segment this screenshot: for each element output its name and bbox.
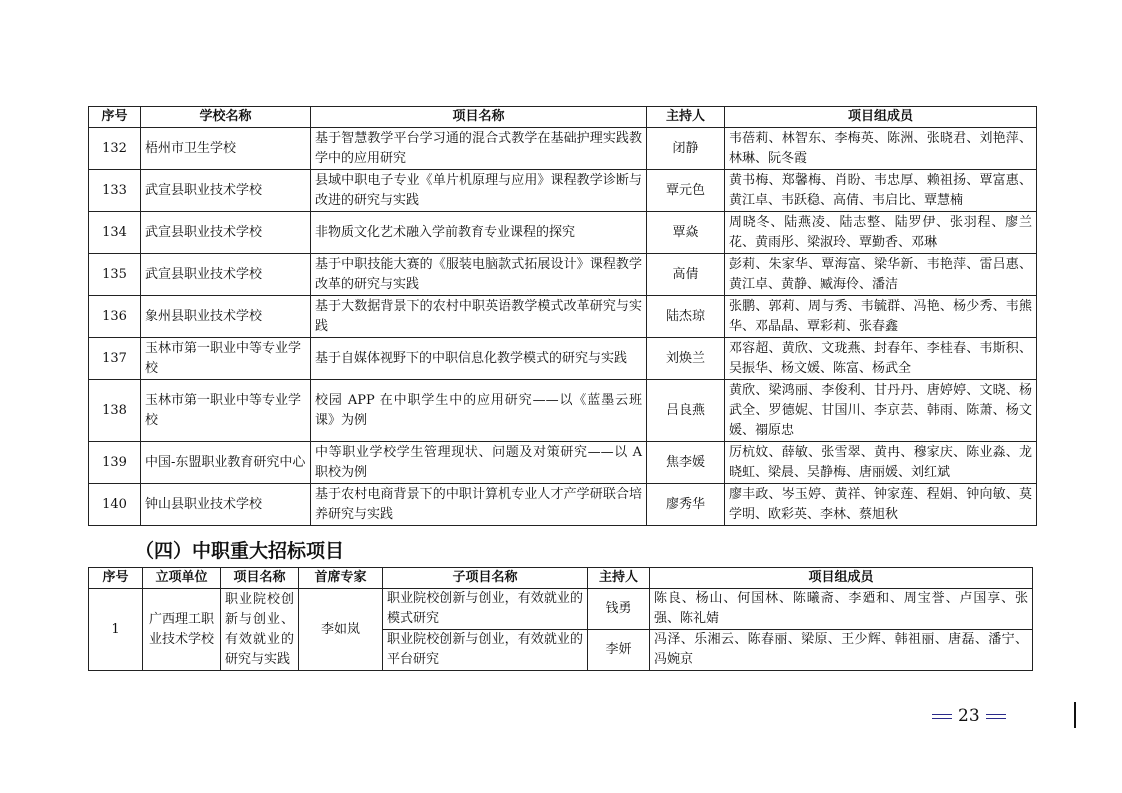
cell-project: 职业院校创新与创业、有效就业的研究与实践 bbox=[221, 589, 299, 671]
table-row bbox=[89, 338, 1037, 380]
table-header-row bbox=[89, 568, 1033, 589]
cell-project: 基于智慧教学平台学习通的混合式教学在基础护理实践教学中的应用研究 bbox=[311, 128, 647, 170]
cell-members: 厉杭妏、薛敏、张雪翠、黄冉、穆家庆、陈业淼、龙晓虹、梁晨、吴静梅、唐丽媛、刘红斌 bbox=[725, 442, 1037, 484]
page-number-text: 23 bbox=[958, 706, 980, 726]
cell-members: 黄书梅、郑馨梅、肖盼、韦忠厚、赖祖扬、覃富惠、黄江卓、韦跃稳、高倩、韦启比、覃慧楠 bbox=[725, 170, 1037, 212]
table-row bbox=[89, 212, 1037, 254]
cell-school: 梧州市卫生学校 bbox=[141, 128, 311, 170]
header-unit: 立项单位 bbox=[143, 568, 221, 589]
cell-host: 李妍 bbox=[588, 630, 650, 671]
header-chief: 首席专家 bbox=[299, 568, 383, 589]
cell-no: 139 bbox=[89, 442, 141, 484]
cell-host: 刘焕兰 bbox=[647, 338, 725, 380]
cell-host: 覃元色 bbox=[647, 170, 725, 212]
cell-project: 基于中职技能大赛的《服装电脑款式拓展设计》课程教学改革的研究与实践 bbox=[311, 254, 647, 296]
cell-subproject: 职业院校创新与创业，有效就业的平台研究 bbox=[383, 630, 588, 671]
cell-project: 基于自媒体视野下的中职信息化教学模式的研究与实践 bbox=[311, 338, 647, 380]
projects-table bbox=[88, 106, 1037, 526]
cell-project: 中等职业学校学生管理现状、问题及对策研究——以 A 职校为例 bbox=[311, 442, 647, 484]
cell-project: 基于大数据背景下的农村中职英语教学模式改革研究与实践 bbox=[311, 296, 647, 338]
cell-project: 校园 APP 在中职学生中的应用研究——以《蓝墨云班课》为例 bbox=[311, 380, 647, 442]
cell-school: 武宣县职业技术学校 bbox=[141, 254, 311, 296]
table-row bbox=[89, 296, 1037, 338]
table-row bbox=[89, 128, 1037, 170]
cell-chief: 李如岚 bbox=[299, 589, 383, 671]
table-row bbox=[89, 484, 1037, 526]
major-bid-table bbox=[88, 567, 1033, 671]
cell-school: 武宣县职业技术学校 bbox=[141, 212, 311, 254]
header-school: 学校名称 bbox=[141, 107, 311, 128]
cell-school: 玉林市第一职业中等专业学校 bbox=[141, 380, 311, 442]
cell-project: 非物质文化艺术融入学前教育专业课程的探究 bbox=[311, 212, 647, 254]
cell-no: 133 bbox=[89, 170, 141, 212]
table-row bbox=[89, 442, 1037, 484]
cell-members: 冯泽、乐湘云、陈春丽、梁原、王少辉、韩祖丽、唐磊、潘宁、冯婉京 bbox=[650, 630, 1033, 671]
cell-host: 廖秀华 bbox=[647, 484, 725, 526]
cell-no: 140 bbox=[89, 484, 141, 526]
cell-members: 彭莉、朱家华、覃海富、梁华新、韦艳萍、雷吕惠、黄江卓、黄静、臧海伶、潘洁 bbox=[725, 254, 1037, 296]
table-header-row bbox=[89, 107, 1037, 128]
cell-members: 廖丰政、岑玉婷、黄祥、钟家莲、程娟、钟向敏、莫学明、欧彩英、李林、蔡旭秋 bbox=[725, 484, 1037, 526]
cell-project: 县域中职电子专业《单片机原理与应用》课程教学诊断与改进的研究与实践 bbox=[311, 170, 647, 212]
page-number bbox=[932, 705, 1006, 727]
cell-unit: 广西理工职业技术学校 bbox=[143, 589, 221, 671]
cell-host: 陆杰琼 bbox=[647, 296, 725, 338]
cell-members: 张鹏、郭莉、周与秀、韦毓群、冯艳、杨少秀、韦熊华、邓晶晶、覃彩莉、张春鑫 bbox=[725, 296, 1037, 338]
dash-left bbox=[932, 714, 952, 719]
table-row bbox=[89, 589, 1033, 630]
dash-right bbox=[986, 714, 1006, 719]
cell-members: 邓容超、黄欣、文珑燕、封春年、李桂春、韦斯积、吴振华、杨文媛、陈富、杨武全 bbox=[725, 338, 1037, 380]
cell-subproject: 职业院校创新与创业，有效就业的模式研究 bbox=[383, 589, 588, 630]
header-no: 序号 bbox=[89, 107, 141, 128]
cell-no: 135 bbox=[89, 254, 141, 296]
header-members: 项目组成员 bbox=[725, 107, 1037, 128]
header-subproject: 子项目名称 bbox=[383, 568, 588, 589]
cell-members: 陈良、杨山、何国林、陈曦斋、李廼和、周宝誉、卢国享、张强、陈礼婧 bbox=[650, 589, 1033, 630]
cell-no: 1 bbox=[89, 589, 143, 671]
cell-no: 134 bbox=[89, 212, 141, 254]
cell-school: 钟山县职业技术学校 bbox=[141, 484, 311, 526]
cell-no: 137 bbox=[89, 338, 141, 380]
table-row bbox=[89, 170, 1037, 212]
cell-host: 钱勇 bbox=[588, 589, 650, 630]
cell-project: 基于农村电商背景下的中职计算机专业人才产学研联合培养研究与实践 bbox=[311, 484, 647, 526]
header-project: 项目名称 bbox=[311, 107, 647, 128]
cell-members: 周晓冬、陆燕凌、陆志整、陆罗伊、张羽程、廖兰花、黄雨彤、梁淑玲、覃勤香、邓琳 bbox=[725, 212, 1037, 254]
cell-host: 覃焱 bbox=[647, 212, 725, 254]
cell-school: 象州县职业技术学校 bbox=[141, 296, 311, 338]
cell-host: 吕良燕 bbox=[647, 380, 725, 442]
cell-host: 焦李媛 bbox=[647, 442, 725, 484]
header-project: 项目名称 bbox=[221, 568, 299, 589]
cell-no: 136 bbox=[89, 296, 141, 338]
header-members: 项目组成员 bbox=[650, 568, 1033, 589]
table-row bbox=[89, 380, 1037, 442]
table-row bbox=[89, 254, 1037, 296]
cell-school: 武宣县职业技术学校 bbox=[141, 170, 311, 212]
cell-no: 138 bbox=[89, 380, 141, 442]
cell-members: 黄欣、梁鸿丽、李俊利、甘丹丹、唐婷婷、文晓、杨武全、罗德妮、甘国川、李京芸、韩雨、陈萧、杨文媛、禤原忠 bbox=[725, 380, 1037, 442]
cell-host: 闭静 bbox=[647, 128, 725, 170]
cell-members: 韦蓓莉、林智东、李梅英、陈洲、张晓君、刘艳萍、林琳、阮冬霞 bbox=[725, 128, 1037, 170]
cell-no: 132 bbox=[89, 128, 141, 170]
cell-host: 高倩 bbox=[647, 254, 725, 296]
margin-line bbox=[1074, 702, 1076, 728]
header-host: 主持人 bbox=[647, 107, 725, 128]
cell-school: 中国-东盟职业教育研究中心 bbox=[141, 442, 311, 484]
cell-school: 玉林市第一职业中等专业学校 bbox=[141, 338, 311, 380]
section-title: （四）中职重大招标项目 bbox=[135, 540, 345, 562]
header-host: 主持人 bbox=[588, 568, 650, 589]
header-no: 序号 bbox=[89, 568, 143, 589]
